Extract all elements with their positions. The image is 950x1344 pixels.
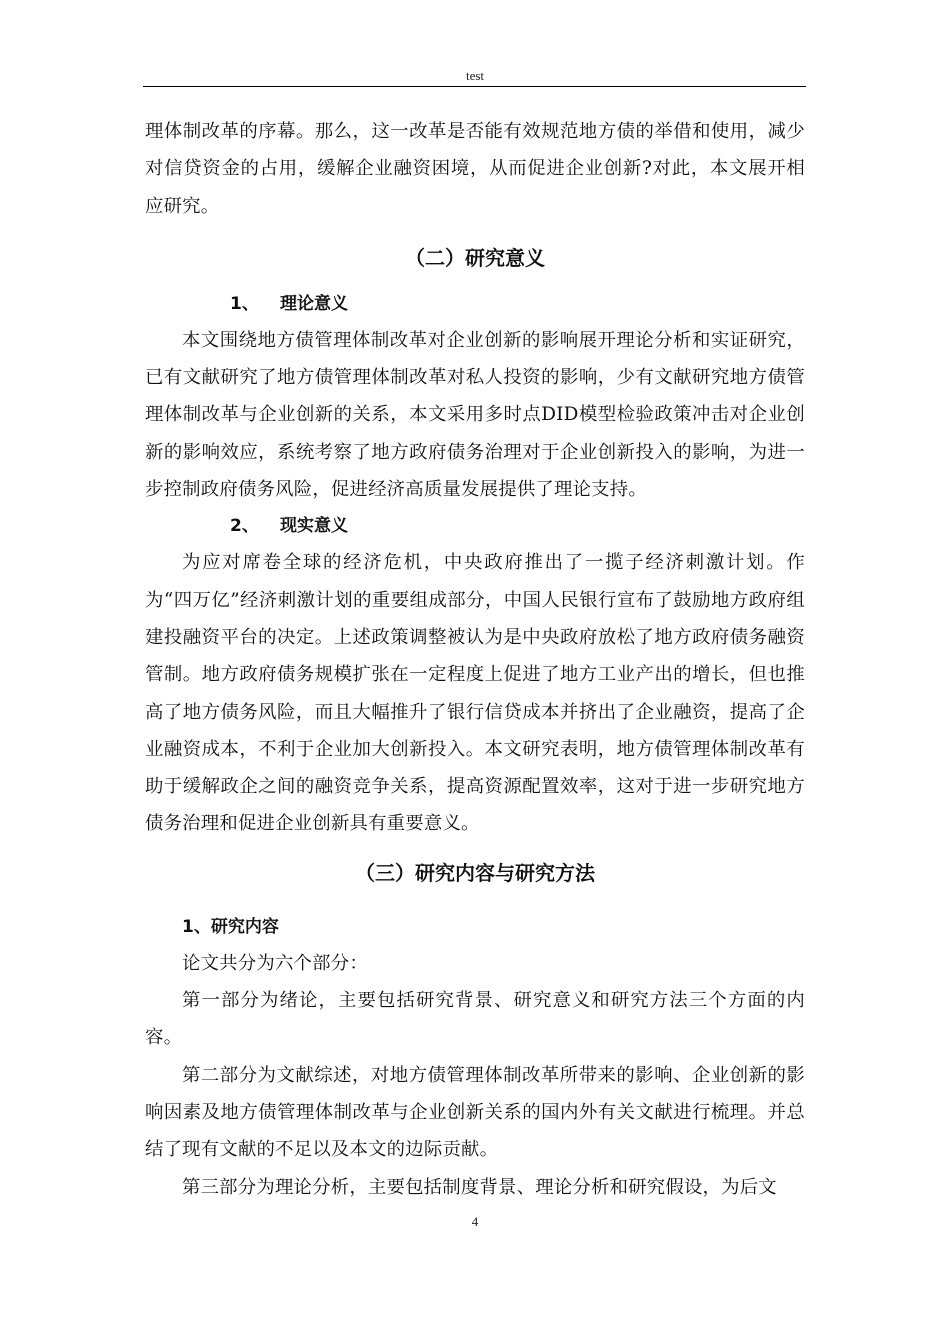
section-heading-content-methods: （三）研究内容与研究方法 [355,860,595,885]
subheading-title: 理论意义 [280,293,348,314]
header-divider [143,86,806,87]
paragraph-part-three: 第三部分为理论分析，主要包括制度背景、理论分析和研究假设，为后文 [182,1176,777,1198]
paragraph-structure-intro: 论文共分为六个部分： [182,952,368,974]
paragraph-practical: 为应对席卷全球的经济危机，中央政府推出了一揽子经济刺激计划。作为“四万亿”经济刺激计划的重要组成部分，中国人民银行宣布了鼓励地方政府组建投融资平台的决定。上述政策调整被认为是中央政府放松了地方政府债务融资管制。地方政府债务规模扩张在一定程度上促进了地方工业产出的增长，但也推高了地方债务风险，而且大幅推升了银行信贷成本并挤出了企业融资，提高了企业融资成本，不利于企业加大创新投入。本文研究表明，地方债管理体制改革有助于缓解政企之间的融资竞争关系，提高资源配置效率，这对于进一步研究地方债务治理和促进企业创新具有重要意义。 [145,552,805,835]
paragraph-theoretical: 本文围绕地方债管理体制改革对企业创新的影响展开理论分析和实证研究，已有文献研究了地方债管理体制改革对私人投资的影响，少有文献研究地方债管理体制改革与企业创新的关系，本文采用多时点DID模型检验政策冲击对企业创新的影响效应，系统考察了地方政府债务治理对于企业创新投入的影响，为进一步控制政府债务风险，促进经济高质量发展提供了理论支持。 [145,329,805,501]
subheading-number: 1、 [230,293,259,314]
section-heading-significance: （二）研究意义 [405,245,545,270]
paragraph-part-one: 第一部分为绪论，主要包括研究背景、研究意义和研究方法三个方面的内容。 [145,990,805,1049]
subheading-research-content: 1、研究内容 [182,916,279,937]
subheading-title: 现实意义 [280,516,348,537]
page-number: 4 [471,1214,479,1229]
subheading-number: 2、 [230,516,259,537]
running-header: test [465,68,485,83]
paragraph-continued: 理体制改革的序幕。那么，这一改革是否能有效规范地方债的举借和使用，减少对信贷资金的占用，缓解企业融资困境，从而促进企业创新?对此，本文展开相应研究。 [145,121,805,217]
subheading-practical-significance [145,508,805,544]
paragraph-part-two: 第二部分为文献综述，对地方债管理体制改革所带来的影响、企业创新的影响因素及地方债管理体制改革与企业创新关系的国内外有关文献进行梳理。并总结了现有文献的不足以及本文的边际贡献。 [145,1064,805,1161]
subheading-theoretical-significance [145,286,805,322]
document-body [145,113,805,1206]
